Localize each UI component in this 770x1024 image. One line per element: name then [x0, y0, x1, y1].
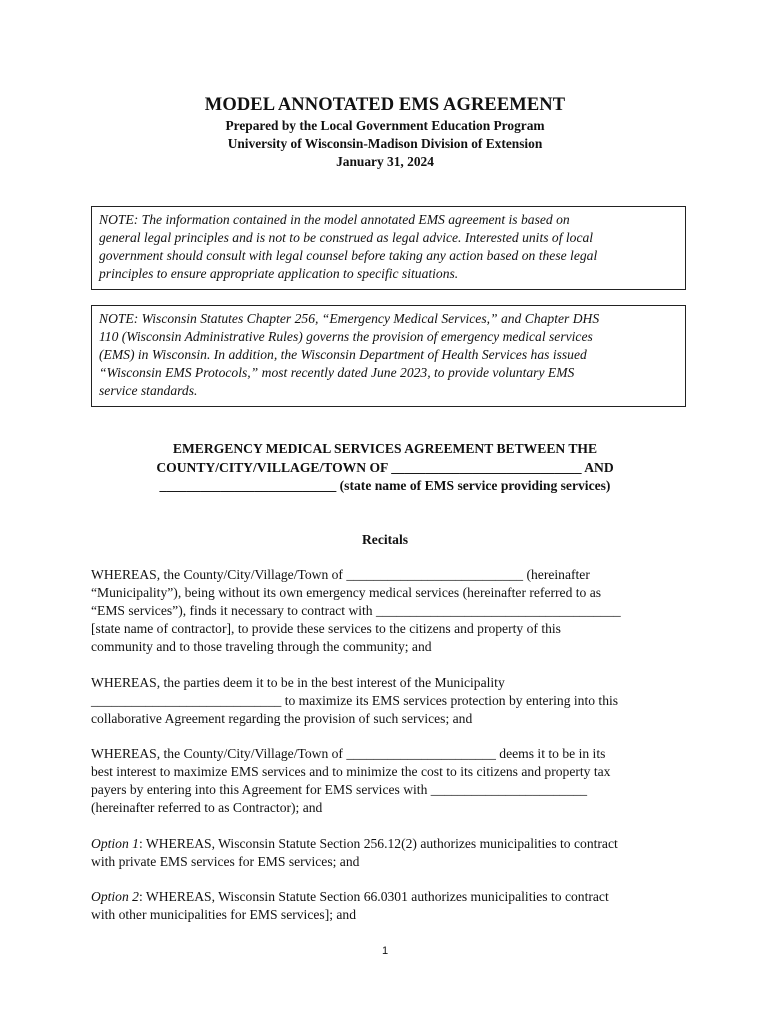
recitals-heading: Recitals — [361, 532, 409, 547]
note-line: (EMS) in Wisconsin. In addition, the Wisconsin Department of Health Services has issued — [99, 347, 587, 362]
paragraph-line: “Municipality”), being without its own emergency medical services (hereinafter referred to as — [91, 585, 602, 600]
paragraph-line: collaborative Agreement regarding the provision of such services; and — [91, 711, 473, 726]
date-line: January 31, 2024 — [336, 154, 434, 169]
prepared-by-line: Prepared by the Local Government Education Program — [225, 118, 545, 133]
heading-line: EMERGENCY MEDICAL SERVICES AGREEMENT BETWEEN THE — [172, 441, 598, 456]
paragraph-line: best interest to maximize EMS services and to minimize the cost to its citizens and property tax — [91, 764, 611, 779]
recital-paragraph-1 — [91, 566, 681, 656]
recital-paragraph-3 — [91, 745, 681, 817]
paragraph-line: community and to those traveling through the community; and — [91, 639, 432, 654]
note-line: service standards. — [99, 383, 198, 398]
note-line: general legal principles and is not to be construed as legal advice. Interested units of local — [99, 230, 594, 245]
paragraph-line: payers by entering into this Agreement for EMS services with _______________________ — [91, 782, 588, 797]
option-2-label: Option 2 — [91, 889, 139, 904]
note-line: 110 (Wisconsin Administrative Rules) governs the provision of emergency medical services — [99, 329, 593, 344]
document-title: MODEL ANNOTATED EMS AGREEMENT — [204, 95, 566, 115]
note-line: NOTE: The information contained in the model annotated EMS agreement is based on — [99, 212, 570, 227]
page-number: 1 — [381, 945, 389, 957]
agreement-heading — [91, 440, 679, 496]
statutes-note-box — [91, 305, 686, 407]
paragraph-line: (hereinafter referred to as Contractor); and — [91, 800, 323, 815]
option-1-label: Option 1 — [91, 836, 139, 851]
option-2-text: : WHEREAS, Wisconsin Statute Section 66.0301 authorizes municipalities to contract — [138, 889, 609, 904]
paragraph-line: “EMS services”), finds it necessary to contract with ____________________________________ — [91, 603, 621, 618]
legal-advice-note-box — [91, 206, 686, 290]
paragraph-line: with other municipalities for EMS services]; and — [91, 907, 357, 922]
paragraph-line: WHEREAS, the County/City/Village/Town of ______________________ deems it to be in its — [91, 746, 606, 761]
university-line: University of Wisconsin-Madison Division of Extension — [227, 136, 543, 151]
recital-paragraph-2 — [91, 674, 681, 728]
note-line: “Wisconsin EMS Protocols,” most recently dated June 2023, to provide voluntary EMS — [99, 365, 575, 380]
heading-line: COUNTY/CITY/VILLAGE/TOWN OF ____________________________ AND — [156, 459, 614, 475]
paragraph-line: [state name of contractor], to provide these services to the citizens and property of this — [91, 621, 561, 636]
paragraph-line: WHEREAS, the County/City/Village/Town of __________________________ (hereinafter — [91, 567, 590, 582]
option-1-text: : WHEREAS, Wisconsin Statute Section 256.12(2) authorizes municipalities to contract — [138, 836, 618, 851]
paragraph-line — [91, 888, 681, 906]
note-line: NOTE: Wisconsin Statutes Chapter 256, “Emergency Medical Services,” and Chapter DHS — [99, 311, 600, 326]
paragraph-line: ____________________________ to maximize its EMS services protection by entering into this — [91, 693, 619, 708]
heading-line: __________________________ (state name of EMS service providing services) — [159, 478, 611, 493]
note-line: government should consult with legal counsel before taking any action based on these legal — [99, 248, 598, 263]
option-1-paragraph — [91, 835, 681, 871]
note-line: principles to ensure appropriate application to specific situations. — [99, 266, 459, 281]
paragraph-line: with private EMS services for EMS services; and — [91, 854, 360, 869]
paragraph-line: WHEREAS, the parties deem it to be in the best interest of the Municipality — [91, 675, 505, 690]
paragraph-line — [91, 835, 681, 853]
option-2-paragraph — [91, 888, 681, 924]
